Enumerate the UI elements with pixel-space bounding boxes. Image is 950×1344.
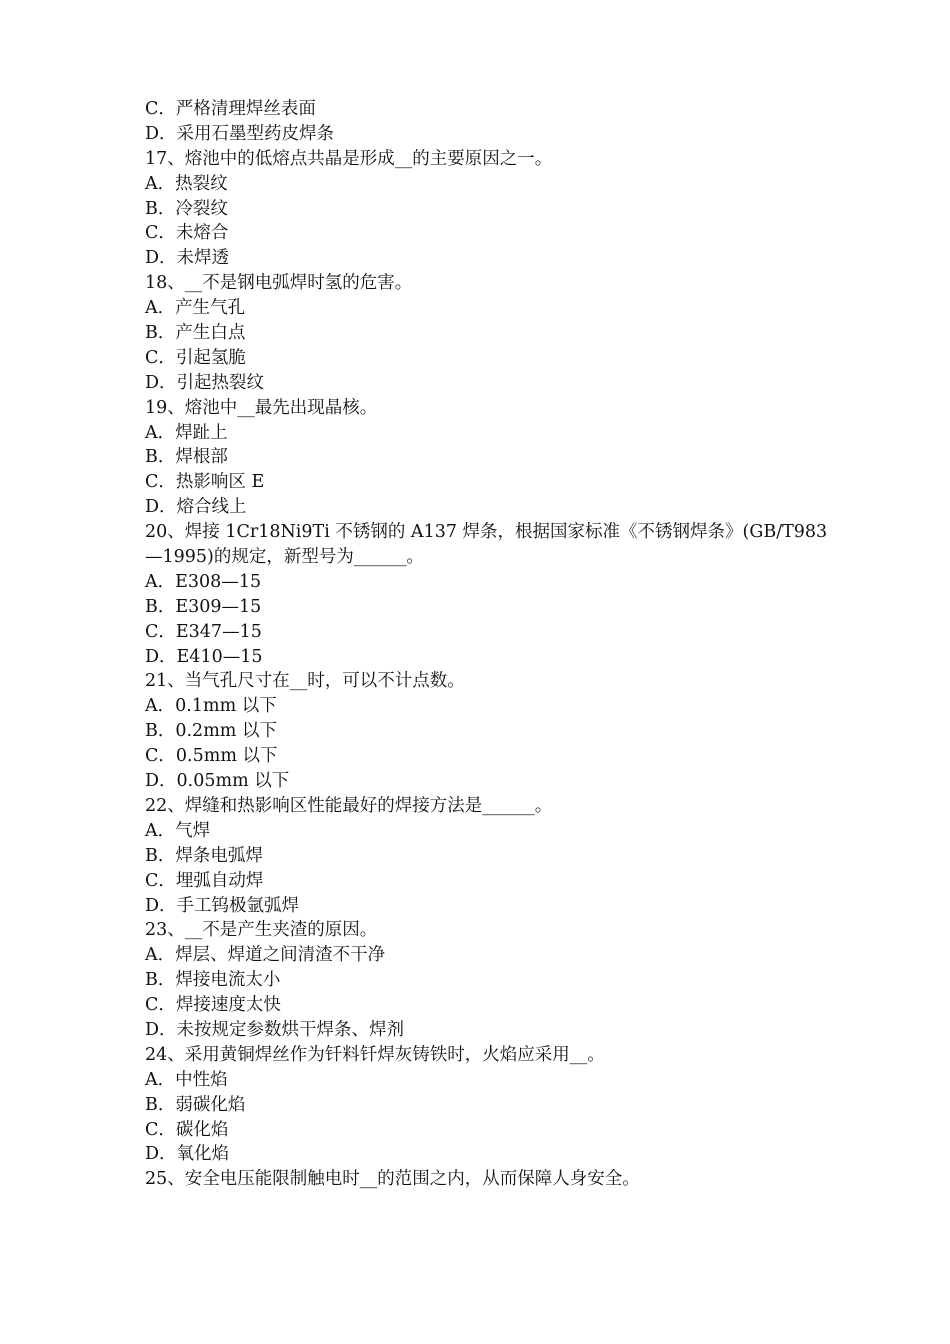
option-a: A．焊层、焊道之间清渣不干净 [145,945,386,966]
option-c: C．引起氢脆 [145,347,246,368]
option-b: B．0.2mm 以下 [145,721,277,742]
option-c: C．埋弧自动焊 [145,870,264,891]
option-b: B．产生白点 [145,323,246,344]
document-body [145,97,828,1192]
question-25: 25、安全电压能限制触电时__的范围之内，从而保障人身安全。 [145,1169,640,1190]
option-a: A．中性焰 [145,1069,228,1090]
option-b: B．焊条电弧焊 [145,845,263,866]
option-d: D．未按规定参数烘干焊条、焊剂 [145,1019,405,1040]
question-20: 20、焊接 1Cr18Ni9Ti 不锈钢的 A137 焊条，根据国家标准《不锈钢焊条》(GB/T983 [145,522,828,543]
option-d: D．采用石墨型药皮焊条 [145,123,335,144]
question-19: 19、熔池中__最先出现晶核。 [145,397,378,418]
option-c: C．严格清理焊丝表面 [145,99,316,119]
question-21: 21、当气孔尺寸在__时，可以不计点数。 [145,671,465,692]
option-d: D．E410—15 [145,646,263,667]
option-c: C．未熔合 [145,223,229,244]
option-b: B．E309—15 [145,596,262,617]
question-20-continued: —1995)的规定，新型号为______。 [145,547,424,568]
option-a: A．0.1mm 以下 [145,696,277,717]
option-c: C．E347—15 [145,621,262,642]
question-17: 17、熔池中的低熔点共晶是形成__的主要原因之一。 [145,148,553,169]
option-c: C．0.5mm 以下 [145,746,278,767]
option-a: A．产生气孔 [145,298,246,319]
option-b: B．弱碳化焰 [145,1094,246,1115]
option-c: C．碳化焰 [145,1119,229,1140]
question-23: 23、__不是产生夹渣的原因。 [145,920,378,941]
option-d: D．手工钨极氩弧焊 [145,895,300,916]
option-a: A．E308—15 [145,571,262,592]
question-22: 22、焊缝和热影响区性能最好的焊接方法是______。 [145,795,553,816]
option-a: A．焊趾上 [145,422,228,443]
option-d: D．0.05mm 以下 [145,771,290,792]
option-d: D．引起热裂纹 [145,372,265,393]
option-c: C．热影响区 E [145,472,265,493]
option-d: D．氧化焰 [145,1144,230,1165]
option-a: A．热裂纹 [145,173,228,194]
option-b: B．焊根部 [145,447,228,468]
option-a: A．气焊 [145,820,211,841]
option-c: C．焊接速度太快 [145,995,281,1016]
question-18: 18、__不是钢电弧焊时氢的危害。 [145,273,413,294]
option-d: D．未焊透 [145,248,230,269]
option-b: B．冷裂纹 [145,198,228,219]
option-b: B．焊接电流太小 [145,970,281,991]
question-24: 24、采用黄铜焊丝作为钎料钎焊灰铸铁时，火焰应采用__。 [145,1044,605,1065]
option-d: D．熔合线上 [145,497,247,518]
